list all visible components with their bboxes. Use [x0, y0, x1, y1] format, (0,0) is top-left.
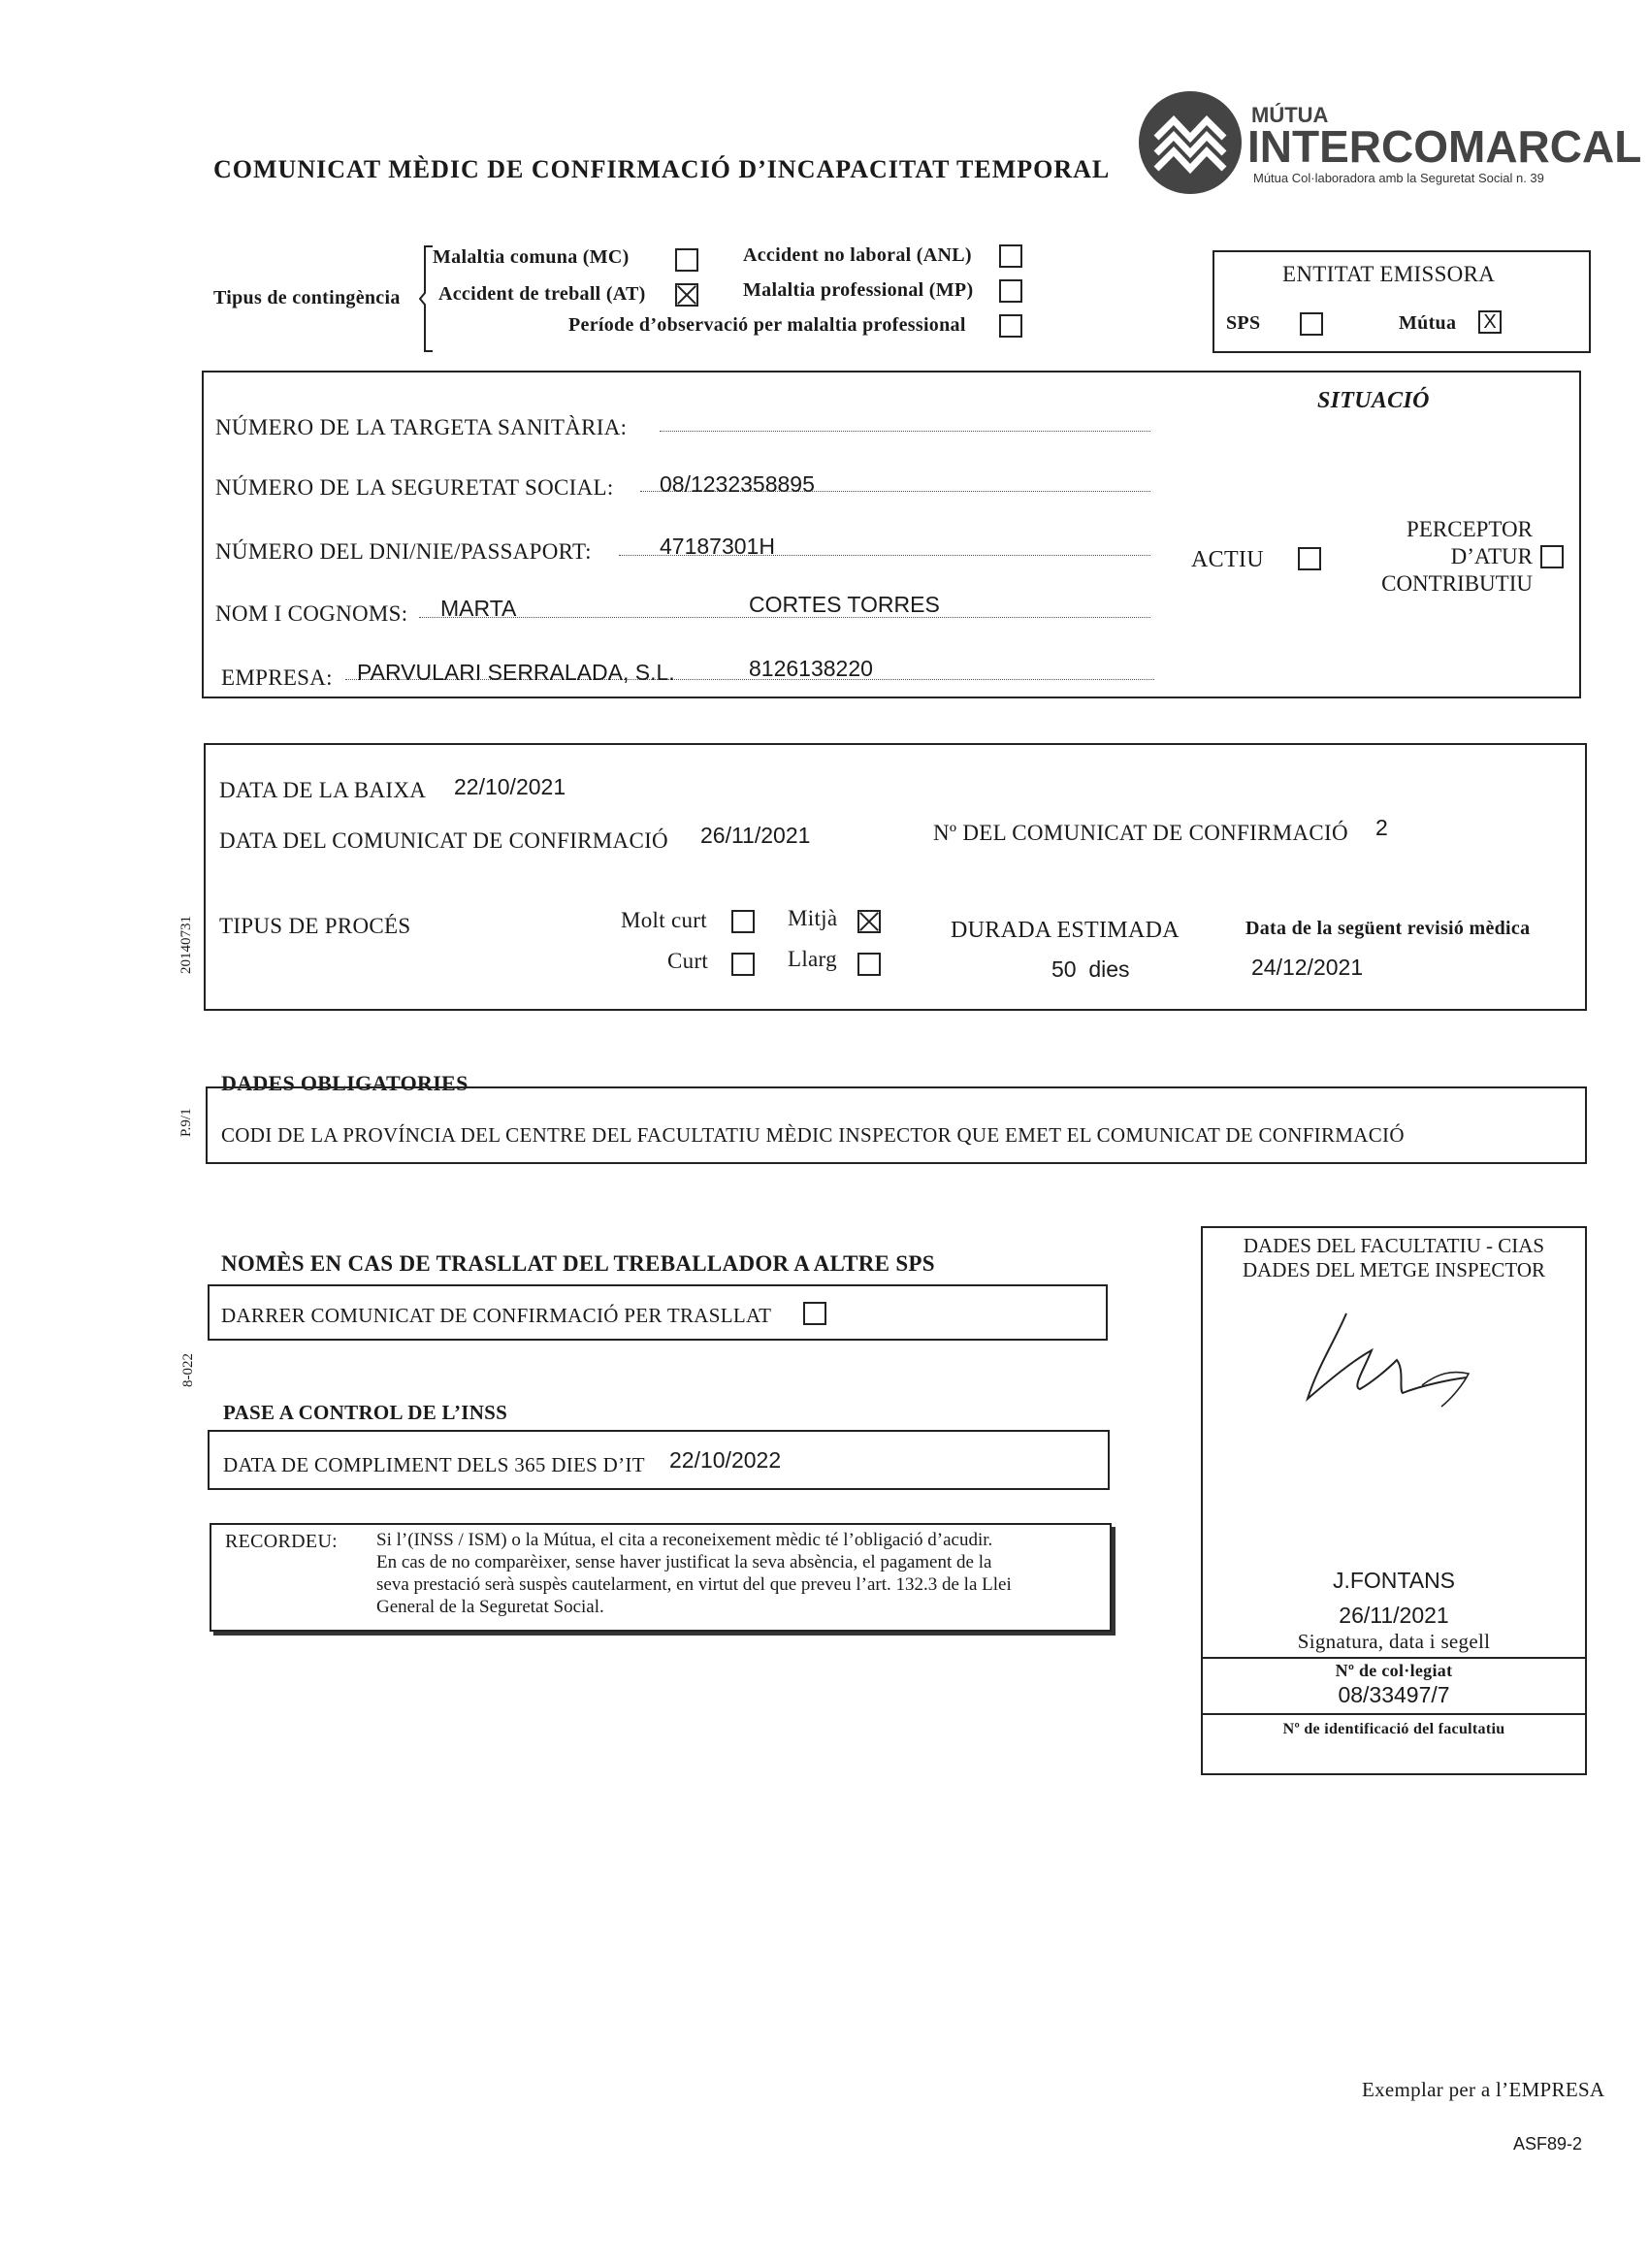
- actiu-checkbox[interactable]: [1298, 547, 1321, 570]
- side-code-page: P.9/1: [178, 1108, 194, 1137]
- empresa-label: EMPRESA:: [221, 665, 333, 690]
- empresa-value[interactable]: PARVULARI SERRALADA, S.L.: [357, 660, 675, 685]
- form-code: ASF89-2: [1513, 2134, 1583, 2154]
- recordeu-line-4: General de la Seguretat Social.: [376, 1597, 604, 1617]
- facultatiu-title: [1203, 1234, 1585, 1282]
- perceptor-line-2: D’ATUR: [1450, 544, 1533, 568]
- curt-checkbox[interactable]: [731, 953, 755, 976]
- identificacio-label: Nº de identificació del facultatiu: [1282, 1721, 1505, 1737]
- option-mp-label: Malaltia professional (MP): [743, 279, 974, 301]
- empresa-code[interactable]: 8126138220: [749, 656, 873, 681]
- page-title: COMUNICAT MÈDIC DE CONFIRMACIÓ D’INCAPACITAT TEMPORAL: [213, 155, 1111, 183]
- facultatiu-title-line-1: DADES DEL FACULTATIU - CIAS: [1243, 1234, 1545, 1257]
- trasllat-box: [208, 1284, 1108, 1341]
- inss-title: PASE A CONTROL DE L’INSS: [223, 1401, 508, 1424]
- recordeu-label: RECORDEU:: [225, 1531, 339, 1552]
- perceptor-line-1: PERCEPTOR: [1406, 517, 1533, 541]
- comunicat-date-label: DATA DEL COMUNICAT DE CONFIRMACIÓ: [219, 828, 668, 853]
- darrer-comunicat-label: DARRER COMUNICAT DE CONFIRMACIÓ PER TRASLLAT: [221, 1304, 772, 1327]
- entitat-mutua-label: Mútua: [1399, 312, 1457, 334]
- colegiat-label: Nº de col·legiat: [1335, 1661, 1453, 1680]
- dni-value[interactable]: 47187301H: [660, 534, 775, 559]
- ss-value[interactable]: 08/1232358895: [660, 471, 815, 497]
- durada-label: DURADA ESTIMADA: [951, 918, 1180, 943]
- logo-top-text: MÚTUA: [1251, 103, 1329, 127]
- perceptor-checkbox[interactable]: [1540, 545, 1564, 568]
- molt-curt-label: Molt curt: [621, 908, 707, 932]
- option-observacio-label: Període d’observació per malaltia professional: [568, 314, 966, 336]
- contingencia-label: Tipus de contingència: [213, 287, 401, 308]
- nom-label: NOM I COGNOMS:: [215, 601, 408, 626]
- comunicat-num-value[interactable]: 2: [1375, 815, 1388, 840]
- revisio-value[interactable]: 24/12/2021: [1251, 955, 1364, 980]
- compliment-value[interactable]: 22/10/2022: [669, 1447, 782, 1473]
- baixa-label: DATA DE LA BAIXA: [219, 778, 427, 802]
- mitja-checkbox[interactable]: [857, 910, 881, 933]
- colegiat-value: 08/33497/7: [1338, 1682, 1450, 1707]
- mutua-logo-icon: [1137, 89, 1244, 196]
- facultatiu-divider-1: [1203, 1657, 1585, 1659]
- facultatiu-title-line-2: DADES DEL METGE INSPECTOR: [1242, 1258, 1546, 1281]
- logo-sub-text: Mútua Col·laboradora amb la Seguretat Social n. 39: [1253, 171, 1544, 185]
- mitja-label: Mitjà: [788, 906, 838, 930]
- side-code-date: 20140731: [178, 916, 194, 974]
- option-mc-label: Malaltia comuna (MC): [433, 246, 630, 268]
- perceptor-line-3: CONTRIBUTIU: [1381, 571, 1533, 596]
- revisio-label: Data de la següent revisió mèdica: [1245, 918, 1531, 939]
- targeta-dotted-line: [660, 431, 1150, 432]
- comunicat-date-value[interactable]: 26/11/2021: [700, 823, 811, 848]
- targeta-label: NÚMERO DE LA TARGETA SANITÀRIA:: [215, 415, 628, 439]
- entitat-sps-checkbox[interactable]: [1300, 312, 1323, 336]
- facultatiu-date: 26/11/2021: [1339, 1603, 1449, 1628]
- option-at-checkbox[interactable]: [675, 283, 698, 307]
- option-observacio-checkbox[interactable]: [999, 314, 1022, 338]
- situacio-title: SITUACIÓ: [1317, 388, 1430, 413]
- option-anl-checkbox[interactable]: [999, 244, 1022, 268]
- llarg-checkbox[interactable]: [857, 953, 881, 976]
- recordeu-box: [210, 1523, 1112, 1632]
- llarg-label: Llarg: [788, 947, 837, 971]
- option-mc-checkbox[interactable]: [675, 248, 698, 272]
- actiu-label: ACTIU: [1191, 547, 1264, 572]
- inss-box: [208, 1430, 1110, 1490]
- molt-curt-checkbox[interactable]: [731, 910, 755, 933]
- exemplar-label: Exemplar per a l’EMPRESA: [1362, 2078, 1605, 2101]
- entitat-sps-label: SPS: [1226, 312, 1261, 334]
- ss-label: NÚMERO DE LA SEGURETAT SOCIAL:: [215, 475, 614, 500]
- signature: [1296, 1292, 1490, 1409]
- recordeu-line-1: Si l’(INSS / ISM) o la Mútua, el cita a reconeixement mèdic té l’obligació d’acudir.: [376, 1530, 993, 1550]
- option-at-label: Accident de treball (AT): [438, 283, 646, 305]
- recordeu-line-3: seva prestació serà suspès cautelarment, en virtut del que preveu l’art. 132.3 de la Llei: [376, 1574, 1012, 1595]
- trasllat-title: NOMÈS EN CAS DE TRASLLAT DEL TREBALLADOR A ALTRE SPS: [221, 1251, 935, 1276]
- option-anl-label: Accident no laboral (ANL): [743, 244, 972, 266]
- entitat-emissora-box: [1212, 250, 1591, 353]
- facultatiu-divider-2: [1203, 1713, 1585, 1715]
- perceptor-label: [1348, 516, 1533, 598]
- obligatories-box: [206, 1086, 1587, 1164]
- darrer-comunicat-checkbox[interactable]: [803, 1302, 826, 1325]
- entitat-mutua-checkbox[interactable]: X: [1478, 310, 1502, 334]
- entitat-title: ENTITAT EMISSORA: [1282, 262, 1496, 286]
- compliment-label: DATA DE COMPLIMENT DELS 365 DIES D’IT: [223, 1453, 645, 1476]
- codi-provincia-label: CODI DE LA PROVÍNCIA DEL CENTRE DEL FACULTATIU MÈDIC INSPECTOR QUE EMET EL COMUNICAT DE CONFIRMACIÓ: [221, 1123, 1405, 1147]
- comunicat-num-label: Nº DEL COMUNICAT DE CONFIRMACIÓ: [933, 821, 1348, 845]
- dni-label: NÚMERO DEL DNI/NIE/PASSAPORT:: [215, 539, 592, 564]
- facultatiu-box: [1201, 1226, 1587, 1775]
- mutua-logo: [1137, 89, 1642, 196]
- recordeu-line-2: En cas de no comparèixer, sense haver justificat la seva absència, el pagament de la: [376, 1552, 992, 1572]
- facultatiu-name: J.FONTANS: [1332, 1568, 1456, 1593]
- side-code-ref: 8-022: [180, 1353, 196, 1387]
- logo-main-text: INTERCOMARCAL: [1247, 121, 1642, 172]
- nom-value[interactable]: MARTA: [440, 596, 517, 621]
- baixa-value[interactable]: 22/10/2021: [454, 774, 566, 799]
- recordeu-text: [376, 1529, 1012, 1618]
- option-mp-checkbox[interactable]: [999, 279, 1022, 303]
- tipus-proces-label: TIPUS DE PROCÉS: [219, 914, 411, 938]
- cognoms-value[interactable]: CORTES TORRES: [749, 592, 940, 617]
- durada-value[interactable]: 50 dies: [1051, 956, 1130, 982]
- obligatories-title: DADES OBLIGATORIES: [221, 1071, 469, 1095]
- signatura-label: Signatura, data i segell: [1297, 1630, 1491, 1653]
- curt-label: Curt: [667, 949, 709, 973]
